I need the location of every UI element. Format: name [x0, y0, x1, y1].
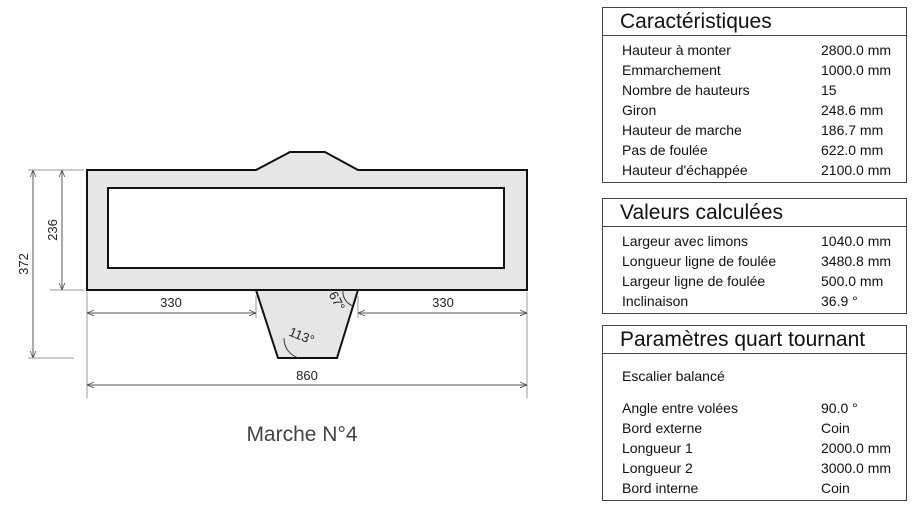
- row-label: Inclinaison: [622, 293, 689, 309]
- row-value: 1040.0 mm: [821, 233, 892, 249]
- table-row: [603, 80, 906, 100]
- table-row: [603, 100, 906, 120]
- row-label: Largeur avec limons: [622, 233, 749, 249]
- step-inner-opening: [108, 188, 504, 268]
- row-value: 3480.8 mm: [821, 253, 892, 269]
- row-value: 90.0 °: [821, 400, 858, 416]
- table-row: [603, 291, 906, 311]
- angle-label-top: 67°: [325, 288, 349, 314]
- table-row: [603, 60, 906, 80]
- table-row: [603, 398, 906, 418]
- quarter-turn-panel: [602, 325, 907, 501]
- row-label: Bord externe: [622, 420, 703, 436]
- row-value: 3000.0 mm: [821, 460, 892, 476]
- quarter-turn-note: Escalier balancé: [622, 368, 725, 384]
- row-value: 500.0 mm: [821, 273, 884, 289]
- row-value: 2800.0 mm: [821, 42, 892, 58]
- table-row: [603, 418, 906, 438]
- row-value: Coin: [821, 480, 850, 496]
- row-label: Angle entre volées: [622, 400, 738, 416]
- table-row: [603, 120, 906, 140]
- row-label: Nombre de hauteurs: [622, 82, 750, 98]
- characteristics-title: Caractéristiques: [603, 8, 906, 36]
- row-value: Coin: [821, 420, 850, 436]
- row-label: Longueur ligne de foulée: [622, 253, 777, 269]
- table-row: [603, 231, 906, 251]
- row-label: Largeur ligne de foulée: [622, 273, 766, 289]
- row-value: 622.0 mm: [821, 142, 884, 158]
- row-value: 36.9 °: [821, 293, 858, 309]
- table-row: [603, 251, 906, 271]
- calculated-values-panel: [602, 198, 907, 314]
- dim-total-width: 860: [296, 368, 318, 383]
- table-row: [603, 140, 906, 160]
- row-value: 2100.0 mm: [821, 162, 892, 178]
- row-label: Hauteur de marche: [622, 122, 742, 138]
- characteristics-panel: [602, 7, 907, 183]
- table-row: [603, 160, 906, 180]
- dim-total-height: 372: [16, 253, 31, 275]
- row-value: 248.6 mm: [821, 102, 884, 118]
- row-value: 1000.0 mm: [821, 62, 892, 78]
- row-value: 186.7 mm: [821, 122, 884, 138]
- calculated-values-title: Valeurs calculées: [603, 199, 906, 227]
- row-value: 15: [821, 82, 837, 98]
- row-label: Pas de foulée: [622, 142, 708, 158]
- dim-left-width: 330: [160, 295, 182, 310]
- row-label: Emmarchement: [622, 62, 721, 78]
- table-row: [603, 478, 906, 498]
- table-row: [603, 271, 906, 291]
- row-value: 2000.0 mm: [821, 440, 892, 456]
- drawing-caption: Marche N°4: [246, 423, 358, 446]
- row-label: Giron: [622, 102, 657, 118]
- dim-right-width: 330: [432, 295, 454, 310]
- row-label: Bord interne: [622, 480, 699, 496]
- quarter-turn-title: Paramètres quart tournant: [603, 326, 906, 354]
- row-label: Hauteur à monter: [622, 42, 731, 58]
- dim-inner-height: 236: [45, 219, 60, 241]
- row-label: Longueur 2: [622, 460, 693, 476]
- row-label: Longueur 1: [622, 440, 693, 456]
- table-row: [603, 438, 906, 458]
- angle-label-bottom: 113°: [286, 324, 317, 348]
- table-row: [603, 40, 906, 60]
- row-label: Hauteur d'échappée: [622, 162, 748, 178]
- table-row: [603, 458, 906, 478]
